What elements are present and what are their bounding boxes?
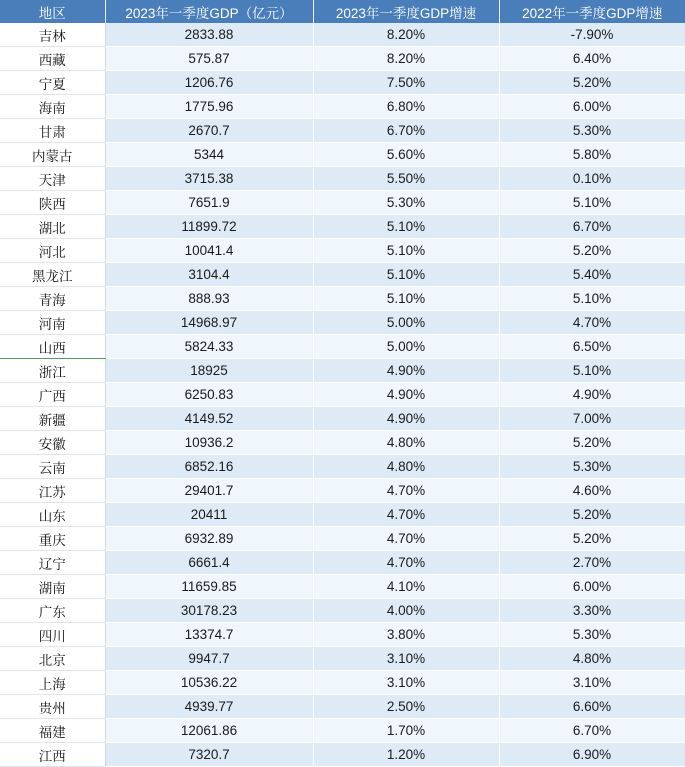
table-header-row: [0, 0, 685, 23]
cell-value: 5.20%: [499, 503, 685, 527]
cell-region: 湖南: [0, 575, 105, 599]
cell-region: 山东: [0, 503, 105, 527]
cell-value: 5.30%: [313, 191, 499, 215]
table-row: [0, 599, 685, 623]
cell-value: 6.50%: [499, 335, 685, 359]
column-header-growth-2022q1: 2022年一季度GDP增速: [499, 0, 685, 23]
cell-region: 宁夏: [0, 71, 105, 95]
cell-value: 5.20%: [499, 527, 685, 551]
cell-value: 14968.97: [105, 311, 313, 335]
cell-value: 4149.52: [105, 407, 313, 431]
cell-value: 5.20%: [499, 239, 685, 263]
table-row: [0, 431, 685, 455]
cell-region: 内蒙古: [0, 143, 105, 167]
cell-value: 5.80%: [499, 143, 685, 167]
cell-value: 3.80%: [313, 623, 499, 647]
cell-value: 5.10%: [499, 287, 685, 311]
cell-region: 四川: [0, 623, 105, 647]
table-row: [0, 527, 685, 551]
cell-region: 贵州: [0, 695, 105, 719]
table-row: [0, 359, 685, 383]
table-row: [0, 743, 685, 767]
cell-value: 3715.38: [105, 167, 313, 191]
cell-value: 8.20%: [313, 23, 499, 47]
cell-value: 4.10%: [313, 575, 499, 599]
cell-value: 2.50%: [313, 695, 499, 719]
cell-value: 5.60%: [313, 143, 499, 167]
cell-value: 9947.7: [105, 647, 313, 671]
table-row: [0, 167, 685, 191]
cell-value: 1775.96: [105, 95, 313, 119]
table-row: [0, 215, 685, 239]
cell-value: 13374.7: [105, 623, 313, 647]
cell-value: 4.00%: [313, 599, 499, 623]
cell-value: 5.20%: [499, 431, 685, 455]
cell-region: 西藏: [0, 47, 105, 71]
cell-value: 1206.76: [105, 71, 313, 95]
cell-value: 6.00%: [499, 575, 685, 599]
cell-value: 5824.33: [105, 335, 313, 359]
cell-value: 4.90%: [313, 383, 499, 407]
cell-value: 5.50%: [313, 167, 499, 191]
cell-value: 6.60%: [499, 695, 685, 719]
cell-region: 天津: [0, 167, 105, 191]
cell-value: 6.70%: [313, 119, 499, 143]
table-row: [0, 335, 685, 359]
cell-value: 0.10%: [499, 167, 685, 191]
cell-region: 黑龙江: [0, 263, 105, 287]
cell-region: 吉林: [0, 23, 105, 47]
table-row: [0, 455, 685, 479]
table-row: [0, 287, 685, 311]
table-row: [0, 623, 685, 647]
cell-region: 河南: [0, 311, 105, 335]
cell-value: 3.10%: [499, 671, 685, 695]
cell-value: 2.70%: [499, 551, 685, 575]
cell-value: 2833.88: [105, 23, 313, 47]
cell-value: 11659.85: [105, 575, 313, 599]
cell-value: 4.80%: [313, 455, 499, 479]
table-row: [0, 719, 685, 743]
cell-value: 11899.72: [105, 215, 313, 239]
table-row: [0, 647, 685, 671]
cell-value: 5.40%: [499, 263, 685, 287]
cell-value: 5.30%: [499, 119, 685, 143]
cell-value: 6.80%: [313, 95, 499, 119]
cell-value: 6932.89: [105, 527, 313, 551]
cell-value: 30178.23: [105, 599, 313, 623]
cell-region: 辽宁: [0, 551, 105, 575]
cell-value: 3104.4: [105, 263, 313, 287]
cell-value: 5.00%: [313, 311, 499, 335]
cell-value: 8.20%: [313, 47, 499, 71]
cell-region: 青海: [0, 287, 105, 311]
cell-value: 3.10%: [313, 647, 499, 671]
cell-region: 浙江: [0, 359, 105, 383]
cell-value: -7.90%: [499, 23, 685, 47]
cell-value: 5.10%: [313, 215, 499, 239]
cell-value: 5.10%: [499, 191, 685, 215]
cell-value: 29401.7: [105, 479, 313, 503]
cell-value: 10936.2: [105, 431, 313, 455]
cell-value: 1.20%: [313, 743, 499, 767]
table-body: [0, 23, 685, 767]
cell-value: 4939.77: [105, 695, 313, 719]
column-header-region: 地区: [0, 0, 105, 23]
cell-region: 海南: [0, 95, 105, 119]
cell-region: 云南: [0, 455, 105, 479]
cell-value: 6.70%: [499, 215, 685, 239]
cell-value: 5.10%: [313, 239, 499, 263]
cell-value: 6.40%: [499, 47, 685, 71]
cell-value: 6250.83: [105, 383, 313, 407]
cell-value: 10041.4: [105, 239, 313, 263]
cell-value: 5.30%: [499, 623, 685, 647]
cell-value: 5.00%: [313, 335, 499, 359]
cell-value: 10536.22: [105, 671, 313, 695]
table-row: [0, 119, 685, 143]
cell-value: 12061.86: [105, 719, 313, 743]
cell-region: 上海: [0, 671, 105, 695]
cell-value: 5.10%: [313, 287, 499, 311]
cell-value: 5.10%: [313, 263, 499, 287]
cell-value: 888.93: [105, 287, 313, 311]
column-header-growth-2023q1: 2023年一季度GDP增速: [313, 0, 499, 23]
cell-region: 广西: [0, 383, 105, 407]
column-header-gdp-2023q1: 2023年一季度GDP（亿元）: [105, 0, 313, 23]
cell-value: 4.90%: [313, 407, 499, 431]
cell-value: 3.10%: [313, 671, 499, 695]
cell-value: 5344: [105, 143, 313, 167]
cell-value: 4.70%: [313, 479, 499, 503]
table-row: [0, 551, 685, 575]
cell-value: 6.00%: [499, 95, 685, 119]
cell-value: 18925: [105, 359, 313, 383]
cell-region: 安徽: [0, 431, 105, 455]
table-row: [0, 575, 685, 599]
table-header: [0, 0, 685, 23]
cell-value: 6852.16: [105, 455, 313, 479]
cell-region: 重庆: [0, 527, 105, 551]
table-row: [0, 263, 685, 287]
table-row: [0, 239, 685, 263]
table-row: [0, 71, 685, 95]
cell-value: 6661.4: [105, 551, 313, 575]
cell-value: 6.90%: [499, 743, 685, 767]
table-row: [0, 311, 685, 335]
cell-region: 福建: [0, 719, 105, 743]
table-row: [0, 95, 685, 119]
table-row: [0, 47, 685, 71]
cell-value: 4.80%: [499, 647, 685, 671]
table-row: [0, 143, 685, 167]
cell-value: 4.80%: [313, 431, 499, 455]
cell-region: 河北: [0, 239, 105, 263]
cell-region: 陕西: [0, 191, 105, 215]
cell-value: 7320.7: [105, 743, 313, 767]
table-row: [0, 695, 685, 719]
cell-region: 江西: [0, 743, 105, 767]
table-row: [0, 191, 685, 215]
cell-value: 4.70%: [499, 311, 685, 335]
table-row: [0, 671, 685, 695]
cell-region: 北京: [0, 647, 105, 671]
cell-value: 7651.9: [105, 191, 313, 215]
cell-value: 4.90%: [313, 359, 499, 383]
cell-value: 4.90%: [499, 383, 685, 407]
cell-region: 广东: [0, 599, 105, 623]
table-row: [0, 383, 685, 407]
cell-value: 4.70%: [313, 551, 499, 575]
cell-region: 新疆: [0, 407, 105, 431]
cell-value: 2670.7: [105, 119, 313, 143]
cell-value: 20411: [105, 503, 313, 527]
cell-value: 4.70%: [313, 503, 499, 527]
table-row: [0, 407, 685, 431]
cell-value: 7.50%: [313, 71, 499, 95]
table-row: [0, 23, 685, 47]
cell-region: 山西: [0, 335, 105, 359]
cell-value: 3.30%: [499, 599, 685, 623]
cell-region: 江苏: [0, 479, 105, 503]
table-row: [0, 503, 685, 527]
cell-region: 甘肃: [0, 119, 105, 143]
cell-value: 575.87: [105, 47, 313, 71]
cell-value: 4.60%: [499, 479, 685, 503]
cell-value: 5.30%: [499, 455, 685, 479]
cell-value: 5.20%: [499, 71, 685, 95]
cell-value: 6.70%: [499, 719, 685, 743]
cell-value: 7.00%: [499, 407, 685, 431]
cell-region: 湖北: [0, 215, 105, 239]
table-row: [0, 479, 685, 503]
cell-value: 4.70%: [313, 527, 499, 551]
cell-value: 5.10%: [499, 359, 685, 383]
cell-value: 1.70%: [313, 719, 499, 743]
